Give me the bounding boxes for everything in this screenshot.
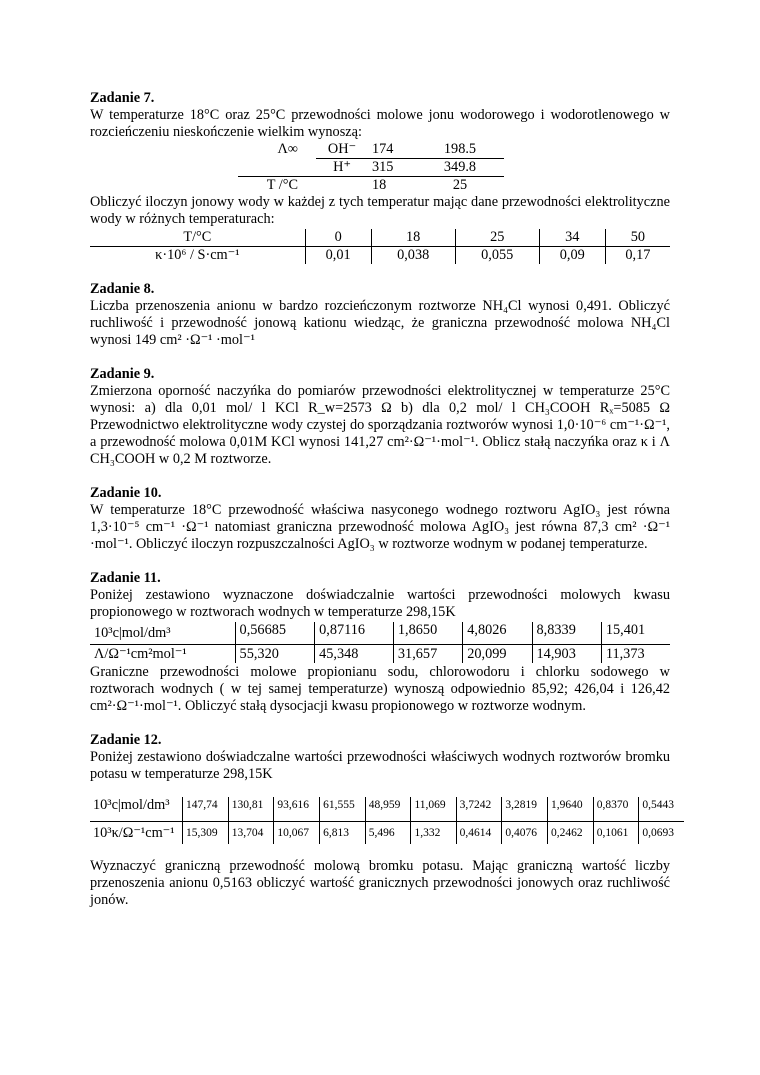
- table-cell: 6,813: [320, 822, 366, 845]
- table-cell: 13,704: [228, 822, 274, 845]
- table-cell: 20,099: [463, 645, 532, 664]
- table-cell: 0,055: [455, 247, 539, 265]
- table-cell: 93,616: [274, 797, 320, 822]
- task-12-text: Wyznaczyć graniczną przewodność molową bromku potasu. Mając graniczną wartość liczby przenoszenia anionu 0,5163 obliczyć wartość granicznych przewodności jonowych oraz ruchliwość jonów.: [90, 858, 670, 908]
- table-cell: 55,320: [235, 645, 315, 664]
- table-cell: 130,81: [228, 797, 274, 822]
- ion-cell: H⁺: [316, 159, 368, 177]
- table-header-cell: 50: [605, 229, 670, 247]
- value-cell: 315: [368, 159, 416, 177]
- value-cell: 174: [372, 141, 394, 157]
- table-cell: 1,9640: [548, 797, 594, 822]
- table-cell: 15,309: [183, 822, 229, 845]
- table-cell: 147,74: [183, 797, 229, 822]
- temp-label: T /°C: [238, 177, 316, 195]
- table-cell: 10,067: [274, 822, 320, 845]
- row-label: Λ/Ω⁻¹cm²mol⁻¹: [94, 645, 187, 662]
- row-label: 10³c|mol/dm³: [90, 622, 235, 645]
- temp-cell: 25: [416, 177, 504, 195]
- task-12-title: Zadanie 12.: [90, 732, 162, 748]
- table-cell: 8,8339: [532, 622, 601, 645]
- kbr-conductivity-table: [90, 797, 684, 844]
- task-11: [90, 570, 670, 715]
- value-cell: 198.5: [443, 141, 477, 157]
- table-cell: 0,4614: [456, 822, 502, 845]
- table-cell: 31,657: [393, 645, 462, 664]
- table-cell: 0,5443: [639, 797, 684, 822]
- lambda-label: Λ∞: [277, 141, 298, 158]
- water-conductivity-table: [90, 229, 670, 264]
- task-10-text: W temperaturze 18°C przewodność właściwa nasyconego wodnego roztworu AgIO₃ jest równa 1,3·10⁻⁵ cm⁻¹ ·Ω⁻¹ natomiast graniczna przewodność molowa AgIO₃ jest równa 87,3 cm² ·Ω⁻¹ ·mol⁻¹. Obliczyć iloczyn rozpuszczalności AgIO₃ w roztworze wodnym w podanej temperaturze.: [90, 502, 670, 552]
- table-cell: 14,903: [532, 645, 601, 664]
- task-9-title: Zadanie 9.: [90, 366, 155, 382]
- table-cell: 0,56685: [235, 622, 315, 645]
- task-11-intro: Poniżej zestawiono wyznaczone doświadczalnie wartości przewodności molowych kwasu propionowego w roztworach wodnych w temperaturze 298,15K: [90, 587, 670, 620]
- table-cell: 0,038: [371, 247, 455, 265]
- table-cell: κ·10⁶ / S·cm⁻¹: [155, 247, 240, 263]
- value-cell: 349.8: [416, 159, 504, 177]
- task-7-intro: W temperaturze 18°C oraz 25°C przewodności molowe jonu wodorowego i wodorotlenowego w rozcieńczeniu nieskończenie wielkim wynoszą:: [90, 107, 670, 140]
- table-cell: 0,2462: [548, 822, 594, 845]
- table-cell: 0,1061: [593, 822, 639, 845]
- table-cell: 1,332: [411, 822, 456, 845]
- task-8: [90, 281, 670, 349]
- task-10: [90, 485, 670, 553]
- table-cell: 0,87116: [315, 622, 394, 645]
- task-11-text: Graniczne przewodności molowe propionianu sodu, chlorowodoru i chlorku sodowego w roztworach wodnych ( w tej samej temperaturze) wynoszą odpowiednio 85,92; 426,04 i 126,42 cm²·Ω⁻¹·mol⁻¹. Obliczyć stałą dysocjacji kwasu propionowego w roztworze wodnym.: [90, 664, 670, 714]
- ion-cell: OH⁻: [327, 141, 357, 157]
- task-8-title: Zadanie 8.: [90, 281, 155, 297]
- table-header-cell: 25: [455, 229, 539, 247]
- table-header-cell: 0: [305, 229, 371, 247]
- row-label: 10³κ/Ω⁻¹cm⁻¹: [93, 824, 175, 841]
- task-8-text: Liczba przenoszenia anionu w bardzo rozcieńczonym roztworze NH₄Cl wynosi 0,491. Obliczyć ruchliwość i przewodność jonową kationu wiedząc, że graniczna przewodność molowa NH₄Cl wynosi 149 cm² ·Ω⁻¹ ·mol⁻¹: [90, 298, 670, 348]
- task-12-intro: Poniżej zestawiono doświadczalne wartości przewodności właściwych wodnych roztworów bromku potasu w temperaturze 298,15K: [90, 749, 670, 782]
- row-label: 10³c|mol/dm³: [90, 797, 183, 822]
- table-cell: 1,8650: [393, 622, 462, 645]
- table-cell: 0,0693: [639, 822, 684, 845]
- temp-cell: 18: [368, 177, 416, 195]
- table-cell: 0,4076: [502, 822, 548, 845]
- table-cell: 4,8026: [463, 622, 532, 645]
- task-10-title: Zadanie 10.: [90, 485, 162, 501]
- table-cell: 11,069: [411, 797, 456, 822]
- table-header-cell: 34: [539, 229, 605, 247]
- table-cell: 3,2819: [502, 797, 548, 822]
- task-11-title: Zadanie 11.: [90, 570, 161, 586]
- table-header-cell: 18: [371, 229, 455, 247]
- task-7: [90, 90, 670, 264]
- table-cell: 11,373: [601, 645, 670, 664]
- propionic-acid-table: [90, 622, 670, 663]
- limiting-conductivity-table: [238, 141, 504, 194]
- table-cell: 3,7242: [456, 797, 502, 822]
- task-7-title: Zadanie 7.: [90, 90, 155, 106]
- table-cell: 0,8370: [593, 797, 639, 822]
- table-cell: 15,401: [601, 622, 670, 645]
- task-9-text: Zmierzona oporność naczyńka do pomiarów przewodności elektrolitycznej w temperaturze 25°C wynosi: a) dla 0,01 mol/ l KCl R_w=2573 Ω b) dla 0,2 mol/ l CH₃COOH Rₓ=5085 Ω Przewodnictwo elektrolityczne wody czystej do sporządzania roztworów wynosi 1,0·10⁻⁶ cm⁻¹·Ω⁻¹, a przewodność molowa 0,01M KCl wynosi 141,27 cm²·Ω⁻¹·mol⁻¹. Oblicz stałą naczyńka oraz κ i Λ CH₃COOH w 0,2 M roztworze.: [90, 383, 670, 467]
- table-cell: 0,09: [539, 247, 605, 265]
- table-cell: 61,555: [320, 797, 366, 822]
- table-cell: 5,496: [365, 822, 411, 845]
- table-cell: 0,17: [605, 247, 670, 265]
- table-cell: 0,01: [305, 247, 371, 265]
- table-header-cell: T/°C: [90, 229, 305, 247]
- task-7-question: Obliczyć iloczyn jonowy wody w każdej z tych temperatur mając dane przewodności elektrolityczne wody w różnych temperaturach:: [90, 194, 670, 227]
- table-cell: 48,959: [365, 797, 411, 822]
- document-page: [90, 90, 674, 926]
- task-9: [90, 366, 670, 468]
- table-cell: 45,348: [315, 645, 394, 664]
- task-12: [90, 732, 674, 909]
